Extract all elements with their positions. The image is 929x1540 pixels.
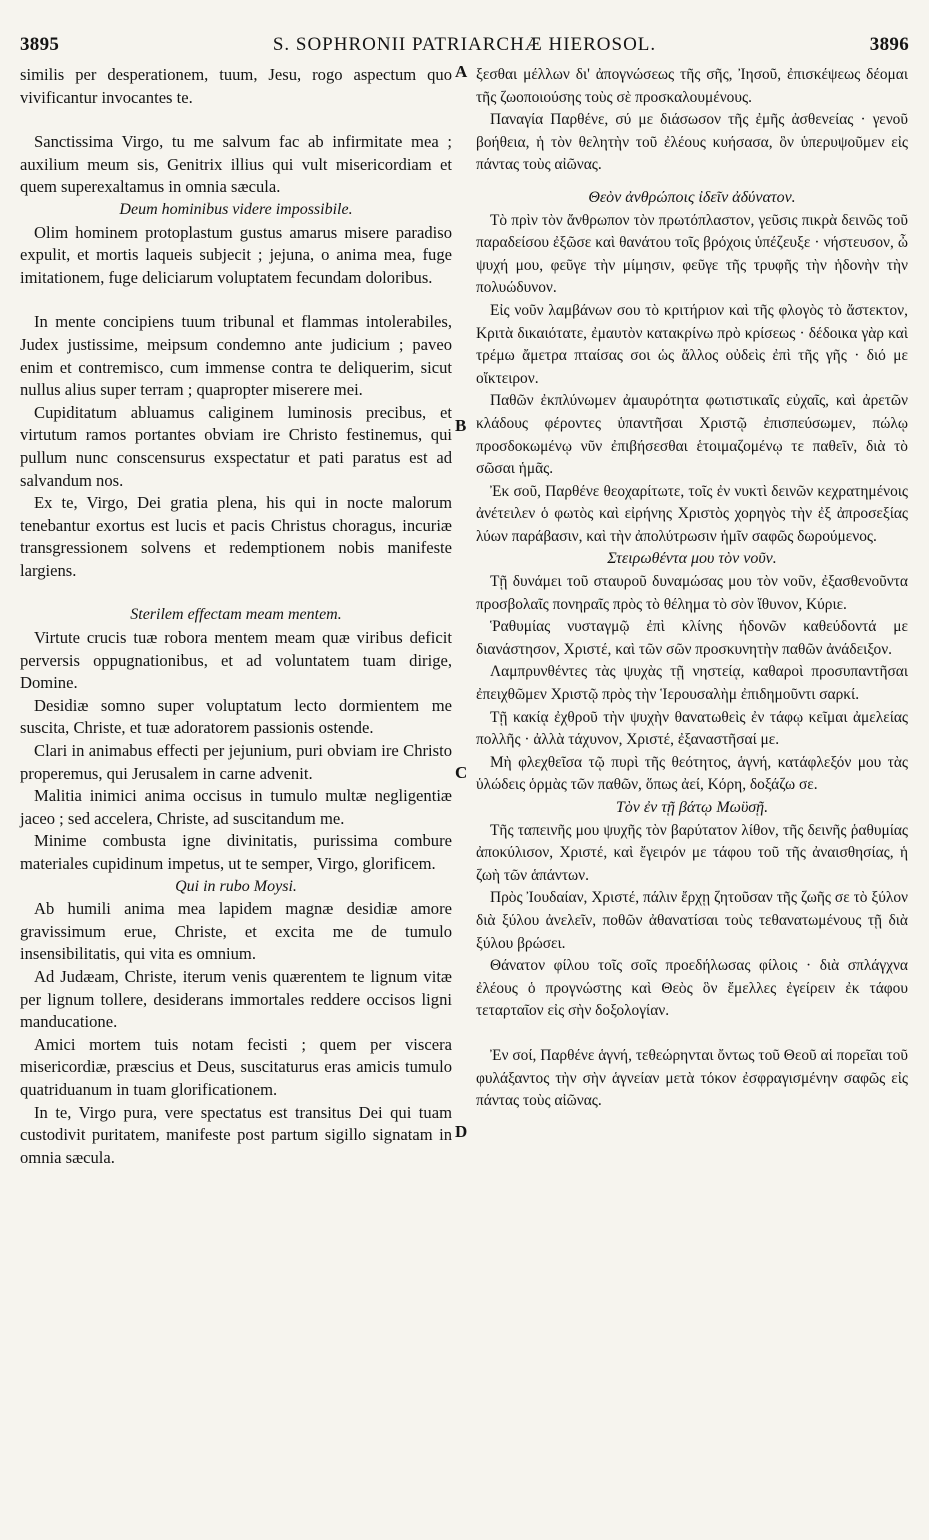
greek-heading: Στειρωθέντα μου τὸν νοῦν. — [607, 550, 777, 568]
greek-heading: Θεὸν ἀνθρώποις ἰδεῖν ἀδύνατον. — [588, 188, 796, 206]
latin-heading: Deum hominibus videre impossibile. — [119, 200, 353, 218]
latin-paragraph: In mente concipiens tuum tribunal et flammas intolerabiles, Judex justissime, meipsum condemno ante judicium ; paveo enim et contremisco, cum immense contra te deliquerim, sicut nullus alius super terram ; quapropter miserere mei. — [20, 312, 452, 400]
page-header — [20, 34, 909, 58]
page-number-left: 3895 — [20, 34, 60, 55]
greek-paragraph: Παθῶν ἐκπλύνωμεν ἀμαυρότητα φωτιστικαῖς εὐχαῖς, καὶ ἀρετῶν κλάδους φέροντες ὑπαντῆσαι Χριστῷ ἐπισπεύσωμεν, πώλῳ προσδοκωμένῳ νῦν ἐπιβήσεσθαι ἑτοιμαζομένῳ τε παθεῖν, διὰ τὸ σῶσαι ἡμᾶς. — [476, 392, 908, 478]
latin-paragraph: Ex te, Virgo, Dei gratia plena, his qui in nocte malorum tenebantur exortus est lucis et pacis Christus choragus, incuriæ transgressionem solvens et redemptionem nobis manifeste largiens. — [20, 493, 452, 580]
greek-paragraph: Μὴ φλεχθεῖσα τῷ πυρὶ τῆς θεότητος, ἁγνή, κατάφλεξόν μου τὰς ὑλώδεις ὁρμὰς τῶν παθῶν, ὅπως ἀεί, Κόρη, δοξάζω σε. — [476, 753, 908, 794]
latin-paragraph: similis per desperationem, tuum, Jesu, rogo aspectum quo vivificantur invocantes te. — [20, 65, 452, 107]
latin-column — [20, 64, 452, 1169]
latin-spacer — [20, 109, 452, 131]
greek-paragraph: Τῇ δυνάμει τοῦ σταυροῦ δυναμώσας μου τὸν νοῦν, ἐξασθενοῦντα προσβολαῖς πονηραῖς πρὸς τὸ θέλημα τὸ σὸν ἴθυνον, Κύριε. — [476, 573, 908, 613]
greek-paragraph: Εἰς νοῦν λαμβάνων σου τὸ κριτήριον καὶ τῆς φλογὸς τὸ ἄστεκτον, Κριτὰ δικαιότατε, ἐμαυτὸν κατακρίνω πρὸ κρίσεως · δέδοικα γὰρ καὶ τρέμω ἄμετρα πταίσας σοι ὡς ἄλλος οὐδεὶς ἐπὶ τῆς γῆς · διό με οἴκτειρον. — [476, 301, 908, 387]
latin-paragraph: Virtute crucis tuæ robora mentem meam quæ viribus deficit perversis oppugnationibus, et ad voluntatem tuam dirige, Domine. — [20, 628, 452, 693]
greek-paragraph: Ἐκ σοῦ, Παρθένε θεοχαρίτωτε, τοῖς ἐν νυκτὶ δεινῶν κεχρατημένοις ἀνέτειλεν ὁ φωτὸς καὶ εἰρήνης Χριστὸς χορηγὸς τὴν ἐξ ἀπροσεξίας λύων παράβασιν, καὶ τὴν ἀπολύτρωσιν ἡμῖν σαφῶς δωρούμενος. — [476, 482, 908, 545]
greek-paragraph: Λαμπρυνθέντες τὰς ψυχὰς τῇ νηστείᾳ, καθαροὶ προσυπαντῆσαι ἐπειχθῶμεν Χριστῷ πρὸς τὴν Ἱερουσαλὴμ ἐπιδημοῦντι σαρκί. — [476, 663, 908, 704]
latin-paragraph: Ad Judæam, Christe, iterum venis quærentem te lignum vitæ per lignum tollere, desiderans immortales reddere occisos ligni manducatione. — [20, 966, 452, 1032]
page-number-right: 3896 — [869, 34, 909, 55]
greek-paragraph: ξεσθαι μέλλων δι' ἀπογνώσεως τῆς σῆς, Ἰησοῦ, ἐπισκέψεως δέομαι τῆς ζωοποιούσης τοὺς σὲ προσκαλουμένους. — [476, 66, 908, 106]
latin-heading: Sterilem effectam meam mentem. — [130, 606, 342, 624]
greek-column — [476, 64, 908, 1113]
latin-paragraph: Clari in animabus effecti per jejunium, puri obviam ire Christo properemus, qui Jerusalem in carne advenit. — [20, 741, 452, 783]
margin-marker-b: B — [455, 416, 467, 435]
margin-marker-c: C — [455, 763, 468, 782]
latin-spacer — [20, 289, 452, 311]
latin-paragraph: Cupiditatum abluamus caliginem luminosis precibus, et virtutum ramos portantes obviam ire Christo festinemus, qui pullum nunc conscensurus exspectatur et pati paratus est ad salvandum nos. — [20, 402, 452, 490]
running-title: S. SOPHRONII PATRIARCHÆ HIEROSOL. — [272, 34, 657, 55]
latin-paragraph: In te, Virgo pura, vere spectatus est transitus Dei qui tuam custodivit puritatem, manifeste post partum sigillo signatam in omnia sæcula. — [20, 1102, 452, 1167]
greek-spacer — [476, 1023, 908, 1045]
latin-paragraph: Minime combusta igne divinitatis, purissima combure materiales cupidinum impetus, ut te semper, Virgo, glorificem. — [20, 831, 452, 873]
latin-paragraph: Amici mortem tuis notam fecisti ; quem per viscera misericordiæ, præscius et Deus, suscitaturus eras amicis tumulo quatriduanum in tuam glorificationem. — [20, 1034, 452, 1099]
latin-paragraph: Desidiæ somno super voluptatum lecto dormientem me suscita, Christe, et tuæ adoratorem passionis ostende. — [20, 695, 452, 738]
greek-paragraph: Ῥαθυμίας νυσταγμῷ ἐπὶ κλίνης ἡδονῶν καθεύδοντά με διανάστησον, Χριστέ, καὶ τῶν σῶν προσκυνητὴν παθῶν ἀνάδειξον. — [476, 618, 908, 658]
greek-paragraph: Ἐν σοί, Παρθένε ἁγνή, τεθεώρηνται ὄντως τοῦ Θεοῦ αἱ πορεῖαι τοῦ φυλάξαντος τὴν σὴν ἁγνείαν μετὰ τόκον ἐσφραγισμένην σαφῶς εἰς πάντας τοὺς αἰῶνας. — [476, 1046, 908, 1110]
latin-heading: Qui in rubo Moysi. — [175, 877, 297, 895]
latin-paragraph: Ab humili anima mea lapidem magnæ desidiæ amore gravissimum erue, Christe, et excita me de tumulo insensibilitatis, qui vita es omnium. — [20, 899, 452, 964]
latin-paragraph: Malitia inimici anima occisus in tumulo multæ negligentiæ jaceo ; sed accelera, Christe, ad suscitandum me. — [20, 786, 452, 828]
greek-paragraph: Τῆς ταπεινῆς μου ψυχῆς τὸν βαρύτατον λίθον, τῆς δεινῆς ῥαθυμίας ἀποκύλισον, Χριστέ, καὶ ἔγειρόν με τάφου τοῦ τῆς ἀναισθησίας, ἡ ζωὴ τῶν ἁπάντων. — [476, 821, 908, 884]
margin-marker-d: D — [455, 1122, 468, 1141]
latin-paragraph: Olim hominem protoplastum gustus amarus misere paradiso expulit, et mortis laqueis subjecit ; jejuna, o anima mea, fuge imitationem, fuge deliciarum voluptatem fecundam doloribus. — [20, 222, 452, 287]
latin-spacer — [20, 582, 452, 604]
greek-paragraph: Θάνατον φίλου τοῖς σοῖς προεδήλωσας φίλοις · διὰ σπλάγχνα ἐλέους ὁ προγνώστης καὶ Θεὸς ὃν ἔμελλες ἐγείρειν ἐκ τάφου τεταρταῖον εἰς σὴν δοξολογίαν. — [476, 957, 908, 1020]
greek-heading: Τὸν ἐν τῇ βάτῳ Μωϋσῇ. — [615, 799, 769, 816]
greek-paragraph: Τῇ κακίᾳ ἐχθροῦ τὴν ψυχὴν θανατωθεὶς ἐν τάφῳ κεῖμαι ἀμελείας πολλῆς · ἀλλὰ τάχυνον, Χριστέ, ἐξαναστῆσαί με. — [476, 708, 908, 749]
greek-paragraph: Τὸ πρὶν τὸν ἄνθρωπον τὸν πρωτόπλαστον, γεῦσις πικρὰ δεινῶς τοῦ παραδείσου ἐξῶσε καὶ θανάτου τοῖς βρόχοις ὑπέζευξε · νήστευσον, ὦ ψυχή μου, φεῦγε τὴν μίμησιν, φεῦγε τῆς τρυφῆς τὴν ἡδονὴν τὴν πολυώδυνον. — [476, 211, 908, 297]
margin-marker-a: A — [455, 62, 468, 81]
latin-paragraph: Sanctissima Virgo, tu me salvum fac ab infirmitate mea ; auxilium meum sis, Genitrix illius qui vult misericordiam et quem superexaltamus in omnia sæcula. — [20, 132, 452, 197]
greek-paragraph: Παναγία Παρθένε, σύ με διάσωσον τῆς ἐμῆς ἀσθενείας · γενοῦ βοήθεια, ἡ τὸν θελητὴν τοῦ ἐλέους κυήσασα, ὃν ὑπερυψοῦμεν εἰς πάντας τοὺς αἰῶνας. — [476, 111, 908, 174]
greek-paragraph: Πρὸς Ἰουδαίαν, Χριστέ, πάλιν ἔρχῃ ζητοῦσαν τῆς ζωῆς σε τὸ ξύλον διὰ ξύλου ἀνελεῖν, ποθῶν ἀθανατίσαι τοὺς τεθανατωμένους τῇ διὰ ξύλου βρώσει. — [476, 889, 908, 952]
greek-spacer — [476, 177, 908, 187]
